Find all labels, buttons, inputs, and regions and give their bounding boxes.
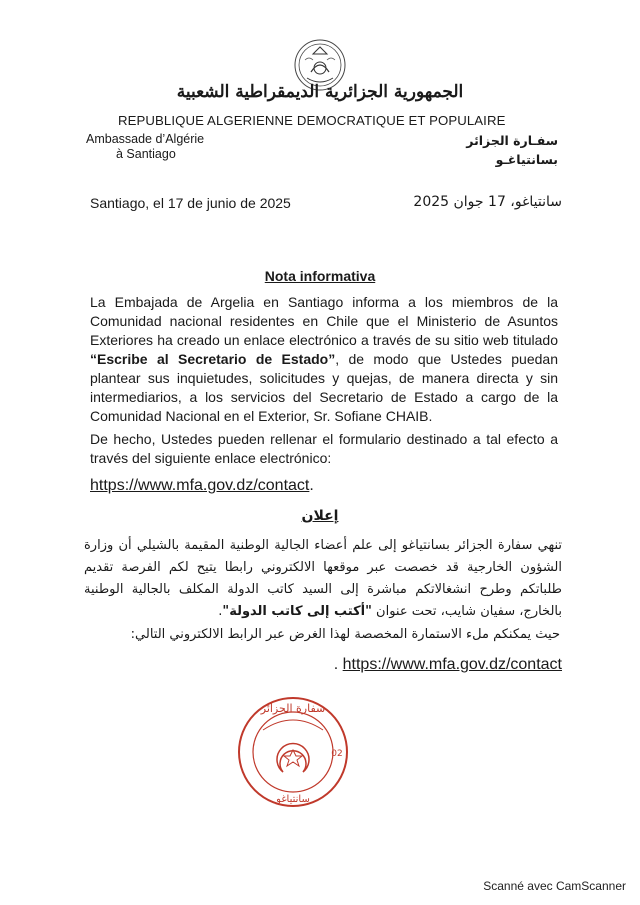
date-es: Santiago, el 17 de junio de 2025: [90, 195, 291, 211]
stamp-text-top: سفارة الجزائر: [260, 702, 326, 715]
contact-link-es-line: [90, 477, 314, 495]
ilan-p1-bold: "أكتب إلى كاتب الدولة": [222, 604, 372, 619]
republic-title-ar: الجمهورية الجزائرية الديمقراطية الشعبية: [176, 82, 464, 102]
date-ar: سانتياغو، 17 جوان 2025: [413, 194, 562, 210]
contact-link-es[interactable]: https://www.mfa.gov.dz/contact: [90, 477, 310, 494]
stamp-number: 02: [331, 749, 343, 759]
embassy-fr-line1: Ambassade d’Algérie: [86, 132, 205, 146]
nota-p1-after: , de modo que Ustedes puedan plantear sus inquietudes, solicitudes y quejas, de manera directa y sin intermediarios, a los servicios del Secretario de Estado a cargo de la Comunidad Nacional en el Exterior, Sr. Sofiane CHAIB.: [90, 351, 558, 424]
contact-link-ar[interactable]: https://www.mfa.gov.dz/contact: [342, 656, 562, 673]
contact-link-ar-prefix: .: [333, 656, 343, 673]
nota-p1-before: La Embajada de Argelia en Santiago informa a los miembros de la Comunidad nacional residentes en Chile que el Ministerio de Asuntos Exteriores ha creado un enlace electrónico a través de su sitio web titulado: [90, 294, 558, 348]
embassy-stamp-icon: [233, 690, 353, 810]
nota-title: Nota informativa: [264, 268, 376, 284]
nota-paragraph-2: De hecho, Ustedes pueden rellenar el formulario destinado a tal efecto a través del siguiente enlace electrónico:: [90, 431, 558, 466]
contact-link-ar-line: [334, 656, 562, 674]
stamp-text-bottom: سانتياغو: [276, 794, 310, 805]
camscanner-watermark: Scanné avec CamScanner: [483, 879, 626, 893]
nota-p1-bold: “Escribe al Secretario de Estado”: [90, 351, 336, 367]
embassy-ar-line1: سفـارة الجزائر: [466, 133, 558, 148]
embassy-fr-line2: à Santiago: [116, 147, 176, 161]
nota-paragraph-1: [90, 293, 558, 426]
ilan-p1-after: .: [218, 604, 223, 619]
embassy-ar-line2: بسانتياغـو: [495, 152, 558, 167]
embassy-name-ar: [466, 131, 558, 169]
embassy-name-fr: [86, 132, 204, 162]
ilan-paragraph-2: حيث يمكنكم ملء الاستمارة المخصصة لهذا الغرض عبر الرابط الالكتروني التالي:: [130, 627, 560, 642]
ilan-paragraph-1: [84, 535, 562, 623]
contact-link-es-suffix: .: [309, 477, 314, 494]
republic-title-fr: REPUBLIQUE ALGERIENNE DEMOCRATIQUE ET POPULAIRE: [118, 113, 506, 128]
ilan-p1-before: تنهي سفارة الجزائر بسانتياغو إلى علم أعضاء الجالية الوطنية المقيمة بالشيلي أن وزارة الشؤون الخارجية قد خصصت عبر موقعها الالكتروني رابطا يتيح لكم الفرصة تقديم طلباتكم وطرح انشغالاتكم مباشرة إلى السيد كاتب الدولة المكلف بالجالية الوطنية بالخارج، سفيان شايب، تحت عنوان: [84, 538, 562, 619]
ilan-title: إعلان: [301, 508, 339, 524]
